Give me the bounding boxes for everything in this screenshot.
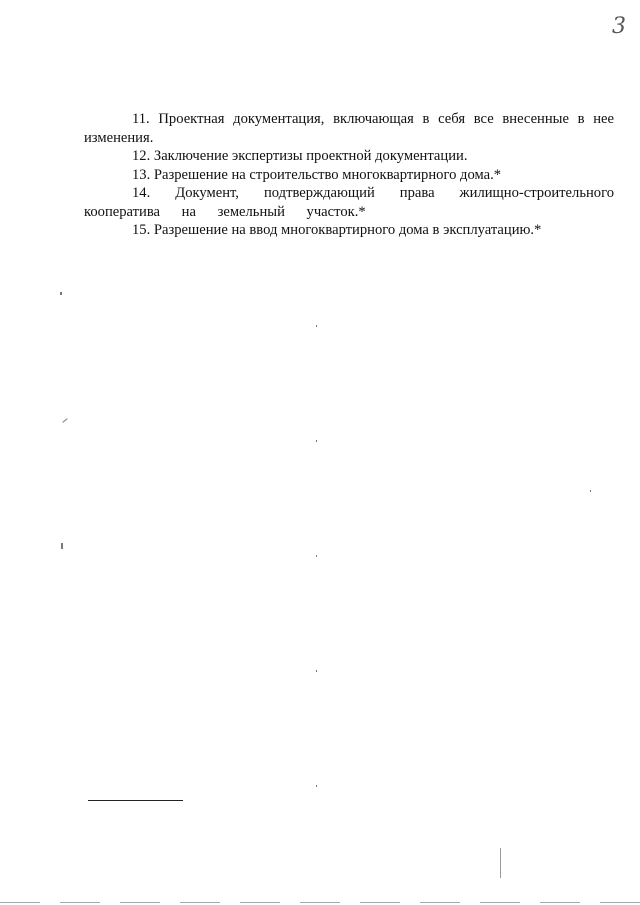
scan-mark: [500, 848, 501, 878]
list-item-14: 14. Документ, подтверждающий права жилищно-строительного кооператива на земельный участок.*: [84, 185, 614, 220]
scan-mark: [61, 543, 63, 549]
list-item-13: 13. Разрешение на строительство многоквартирного дома.*: [132, 166, 502, 183]
list-item-12: 12. Заключение экспертизы проектной документации.: [132, 148, 468, 164]
page-number: 3: [612, 14, 626, 39]
scan-mark: [60, 292, 62, 295]
footnote-divider: [88, 800, 183, 801]
document-list: [84, 110, 614, 240]
list-item-11: 11. Проектная документация, включающая в себя все внесенные в нее изменения.: [84, 111, 614, 146]
scan-mark: [316, 555, 317, 557]
scan-mark: [316, 670, 317, 672]
scan-mark: [62, 418, 67, 423]
scan-mark: [0, 902, 640, 903]
scan-mark: [590, 490, 591, 492]
list-item-15: 15. Разрешение на ввод многоквартирного дома в эксплуатацию.*: [132, 222, 542, 238]
scan-mark: [316, 325, 317, 327]
scan-mark: [316, 785, 317, 787]
scan-mark: [316, 440, 317, 442]
